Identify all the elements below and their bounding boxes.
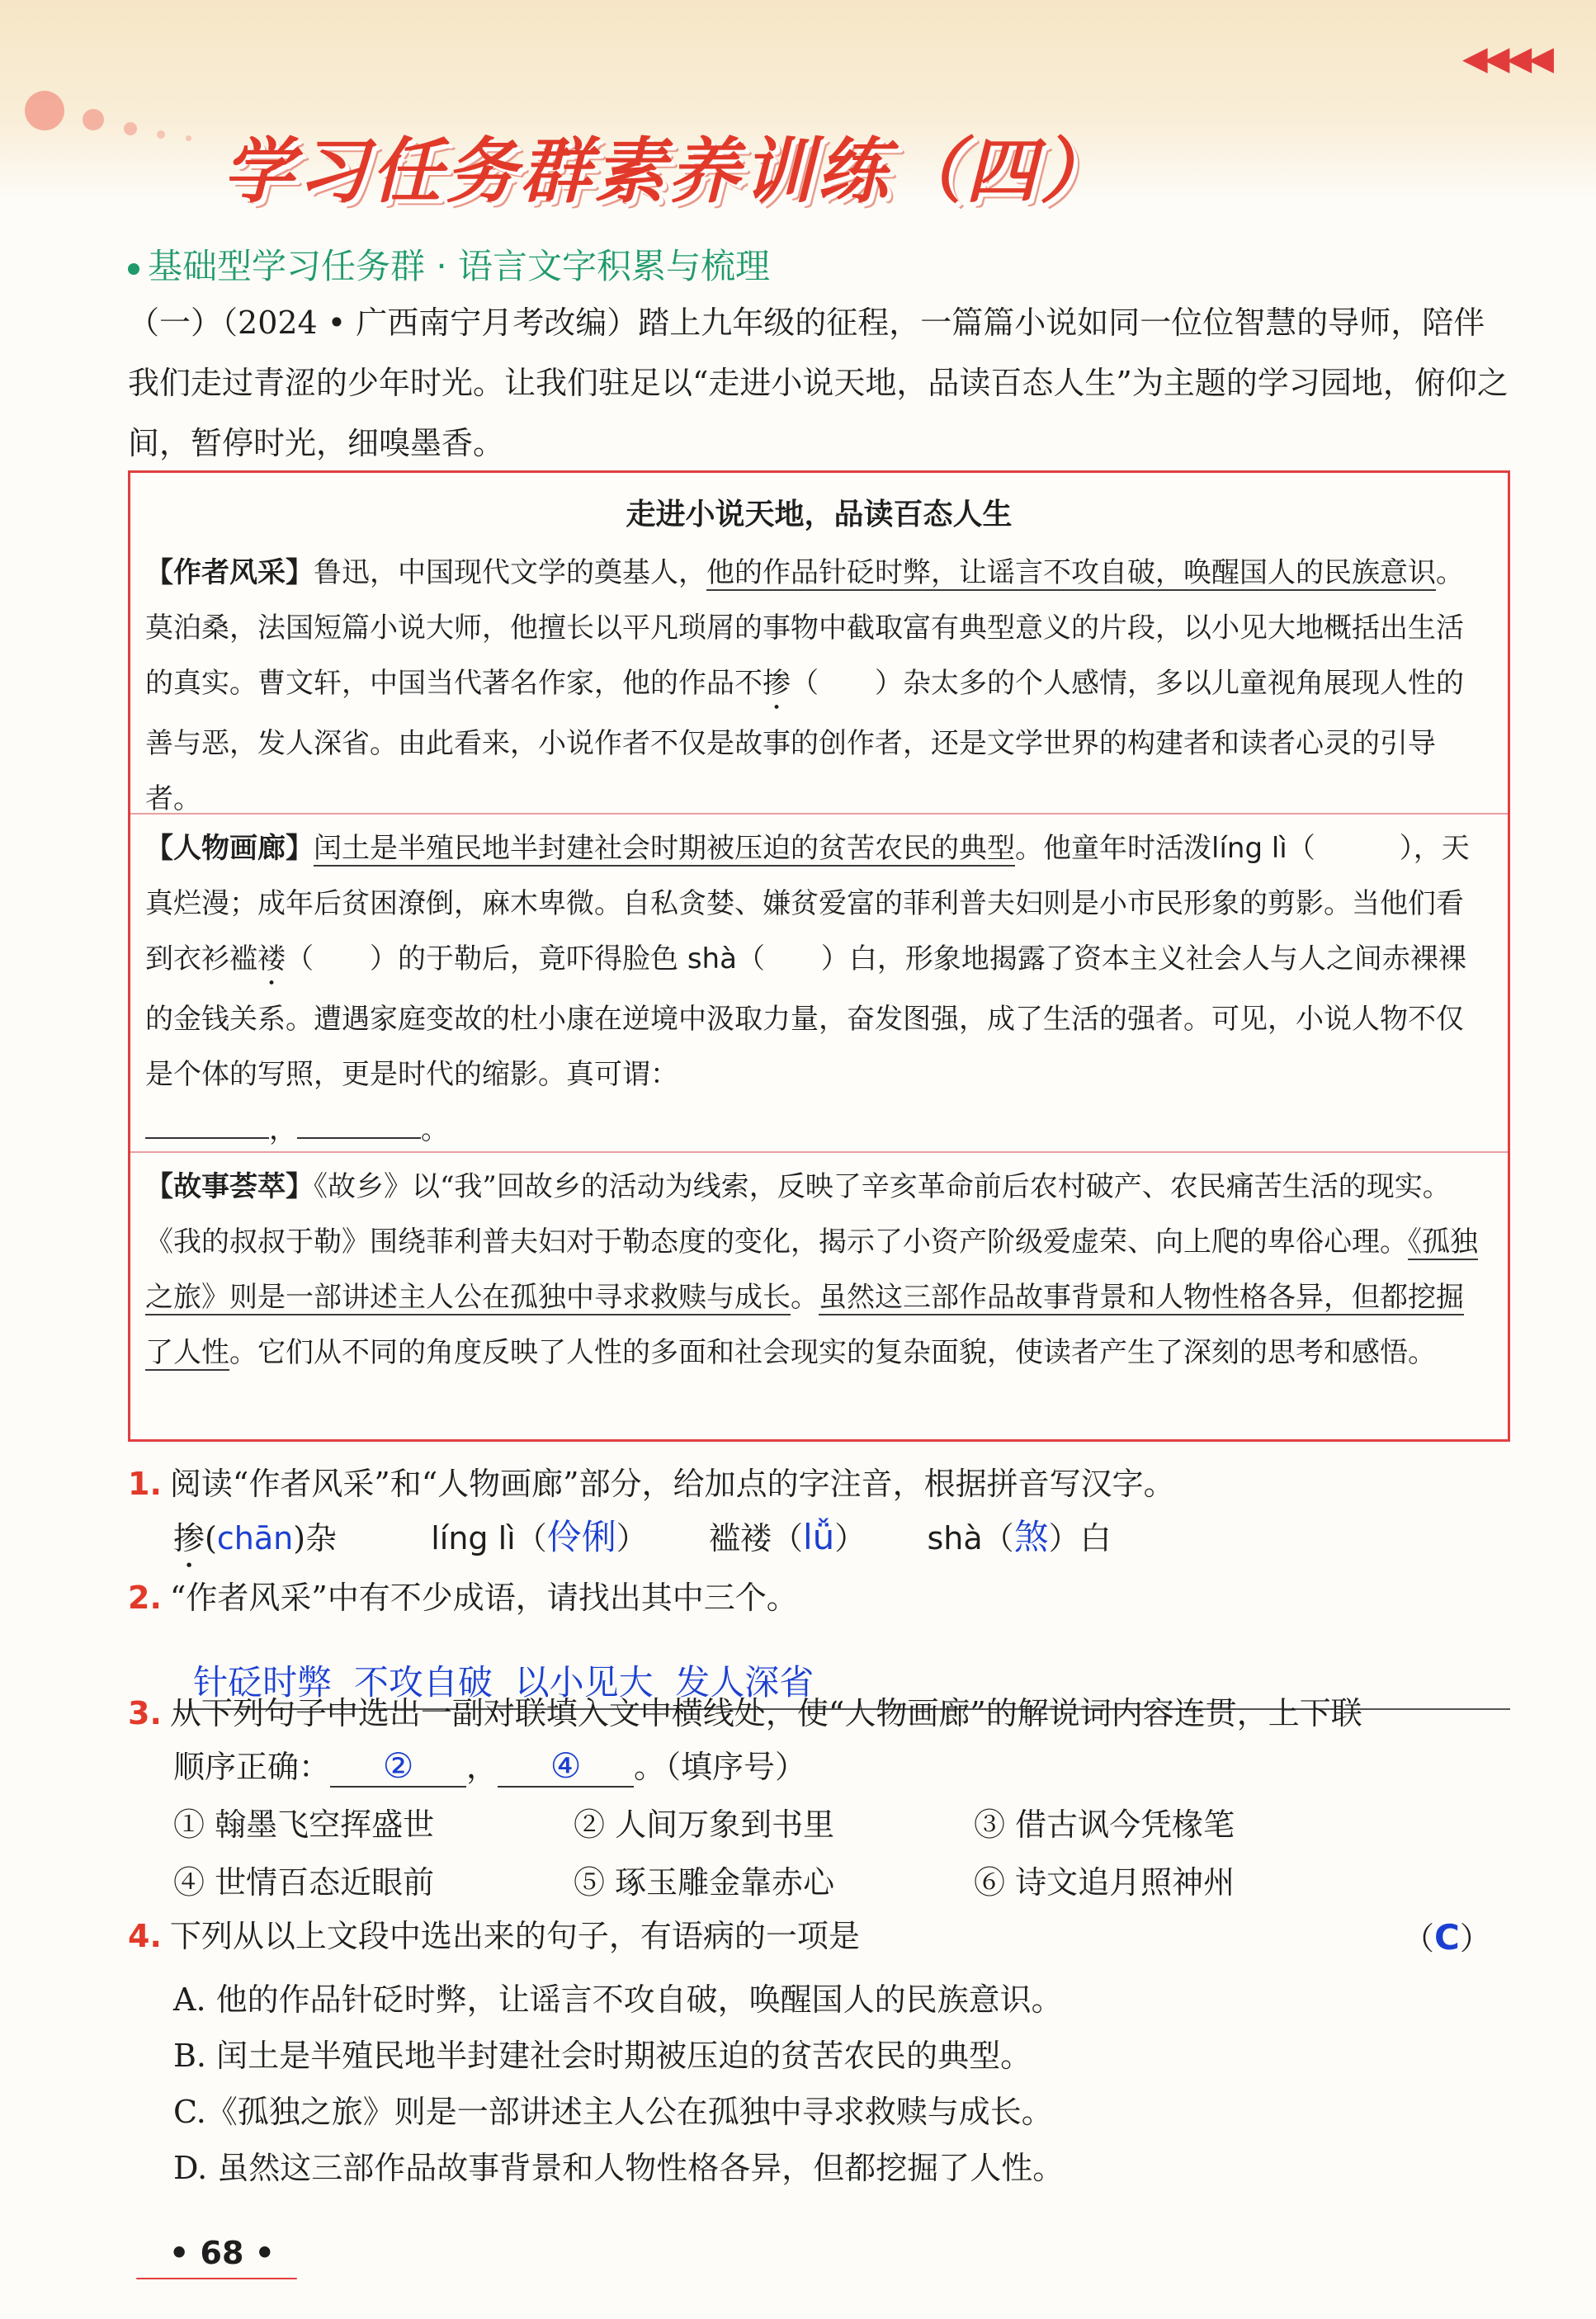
q3-option: ⑥ 诗文追月照神州	[974, 1864, 1235, 1901]
q4-option-a: A. 他的作品针砭时弊，让谣言不攻自破，唤醒国人的民族意识。	[173, 1981, 1063, 2018]
q4-option-c: C.《孤独之旅》则是一部讲述主人公在孤独中寻求救赎与成长。	[173, 2094, 1053, 2130]
page-title: 学习任务群素养训练（四）	[223, 130, 1114, 213]
page-number: • 68 •	[169, 2235, 275, 2271]
question-2: 2. “作者风采”中有不少成语，请找出其中三个。	[128, 1580, 798, 1616]
arrow-decoration-icon: ◀◀◀◀	[1461, 40, 1551, 78]
q3-option: ① 翰墨飞空挥盛世	[173, 1807, 435, 1843]
dotted-char: 掺	[763, 667, 791, 700]
section-divider	[130, 1151, 1508, 1153]
question-3: 3. 从下列句子中选出一副对联填入文中横线处，使“人物画廊”的解说词内容连贯，上下联	[128, 1695, 1362, 1731]
question-1: 1. 阅读“作者风采”和“人物画廊”部分，给加点的字注音，根据拼音写汉字。	[128, 1466, 1175, 1502]
q4-option-d: D. 虽然这三部作品故事背景和人物性格各异，但都挖掘了人性。	[173, 2150, 1065, 2186]
author-section: 【作者风采】鲁迅，中国现代文学的奠基人，他的作品针砭时弊，让谣言不攻自破，唤醒国人的民族意识。莫泊桑，法国短篇小说大师，他擅长以平凡琐屑的事物中截取富有典型意义的片段，以小见大地概括出生活的真实。曹文轩，中国当代著名作家，他的作品不掺（ ）杂太多的个人感情，多以儿童视角展现人性的善与恶，发人深省。由此看来，小说作者不仅是故事的创作者，还是文学世界的构建者和读者心灵的引导者。	[145, 556, 1464, 815]
q3-option: ③ 借古讽今凭椽笔	[974, 1807, 1235, 1843]
box-title: 走进小说天地，品读百态人生	[626, 498, 1013, 531]
character-section: 【人物画廊】闰土是半殖民地半封建社会时期被压迫的贫苦农民的典型。他童年时活泼líng lì（ ），天真烂漫；成年后贫困潦倒，麻木卑微。自私贪婪、嫌贫爱富的菲利普夫妇则是小市民形象的剪影。当他们看到衣衫褴褛（ ）的于勒后，竟吓得脸色 shà（ ）白，形象地揭露了资本主义社会人与人之间赤裸裸的金钱关系。遭遇家庭变故的杜小康在逆境中汲取力量，奋发图强，成了生活的强者。可见，小说人物不仅是个体的写照，更是时代的缩影。真可谓： ， 。	[145, 832, 1470, 1146]
pinyin: líng lì	[1211, 832, 1287, 865]
question-4: 4. 下列从以上文段中选出来的句子，有语病的一项是	[128, 1918, 860, 1954]
couplet-blank-1	[145, 1137, 269, 1139]
question-3-answer-line: 顺序正确： ② ， ④ 。（填序号）	[173, 1745, 807, 1786]
story-section: 【故事荟萃】《故乡》以“我”回故乡的活动为线索，反映了辛亥革命前后农村破产、农民痛苦生活的现实。《我的叔叔于勒》围绕菲利普夫妇对于勒态度的变化，揭示了小资产阶级爱虚荣、向上爬的卑俗心理。《孤独之旅》则是一部讲述主人公在孤独中寻求救赎与成长。虽然这三部作品故事背景和人物性格各异，但都挖掘了人性。它们从不同的角度反映了人性的多面和社会现实的复杂面貌，使读者产生了深刻的思考和感悟。	[145, 1170, 1478, 1369]
q4-option-b: B. 闰土是半殖民地半封建社会时期被压迫的贫苦农民的典型。	[173, 2038, 1032, 2074]
bullet-icon	[128, 263, 139, 275]
pinyin: shà	[687, 942, 737, 975]
q3-option: ② 人间万象到书里	[574, 1807, 835, 1843]
question-2-answer: 针砭时弊 不攻自破 以小见大 发人深省	[173, 1619, 1510, 1710]
question-1-answers: 掺(chān)杂 líng lì（伶俐） 褴褛（lǚ） shà（煞）白	[173, 1517, 1112, 1557]
section-heading: 基础型学习任务群 · 语言文字积累与梳理	[128, 239, 770, 289]
page-number-underline	[136, 2278, 297, 2279]
reading-material-box	[128, 470, 1510, 1442]
couplet-blank-2	[297, 1137, 421, 1139]
question-4-answer: （C）	[1403, 1917, 1491, 1958]
q3-option: ⑤ 琢玉雕金靠赤心	[574, 1864, 835, 1901]
intro-paragraph: （一）（2024 • 广西南宁月考改编）踏上九年级的征程，一篇篇小说如同一位位智慧的导师，陪伴我们走过青涩的少年时光。让我们驻足以“走进小说天地，品读百态人生”为主题的学习园地，俯仰之间，暂停时光，细嗅墨香。	[128, 305, 1509, 461]
dotted-char: 褛	[257, 942, 286, 975]
section-divider	[130, 813, 1508, 815]
q3-option: ④ 世情百态近眼前	[173, 1864, 435, 1901]
